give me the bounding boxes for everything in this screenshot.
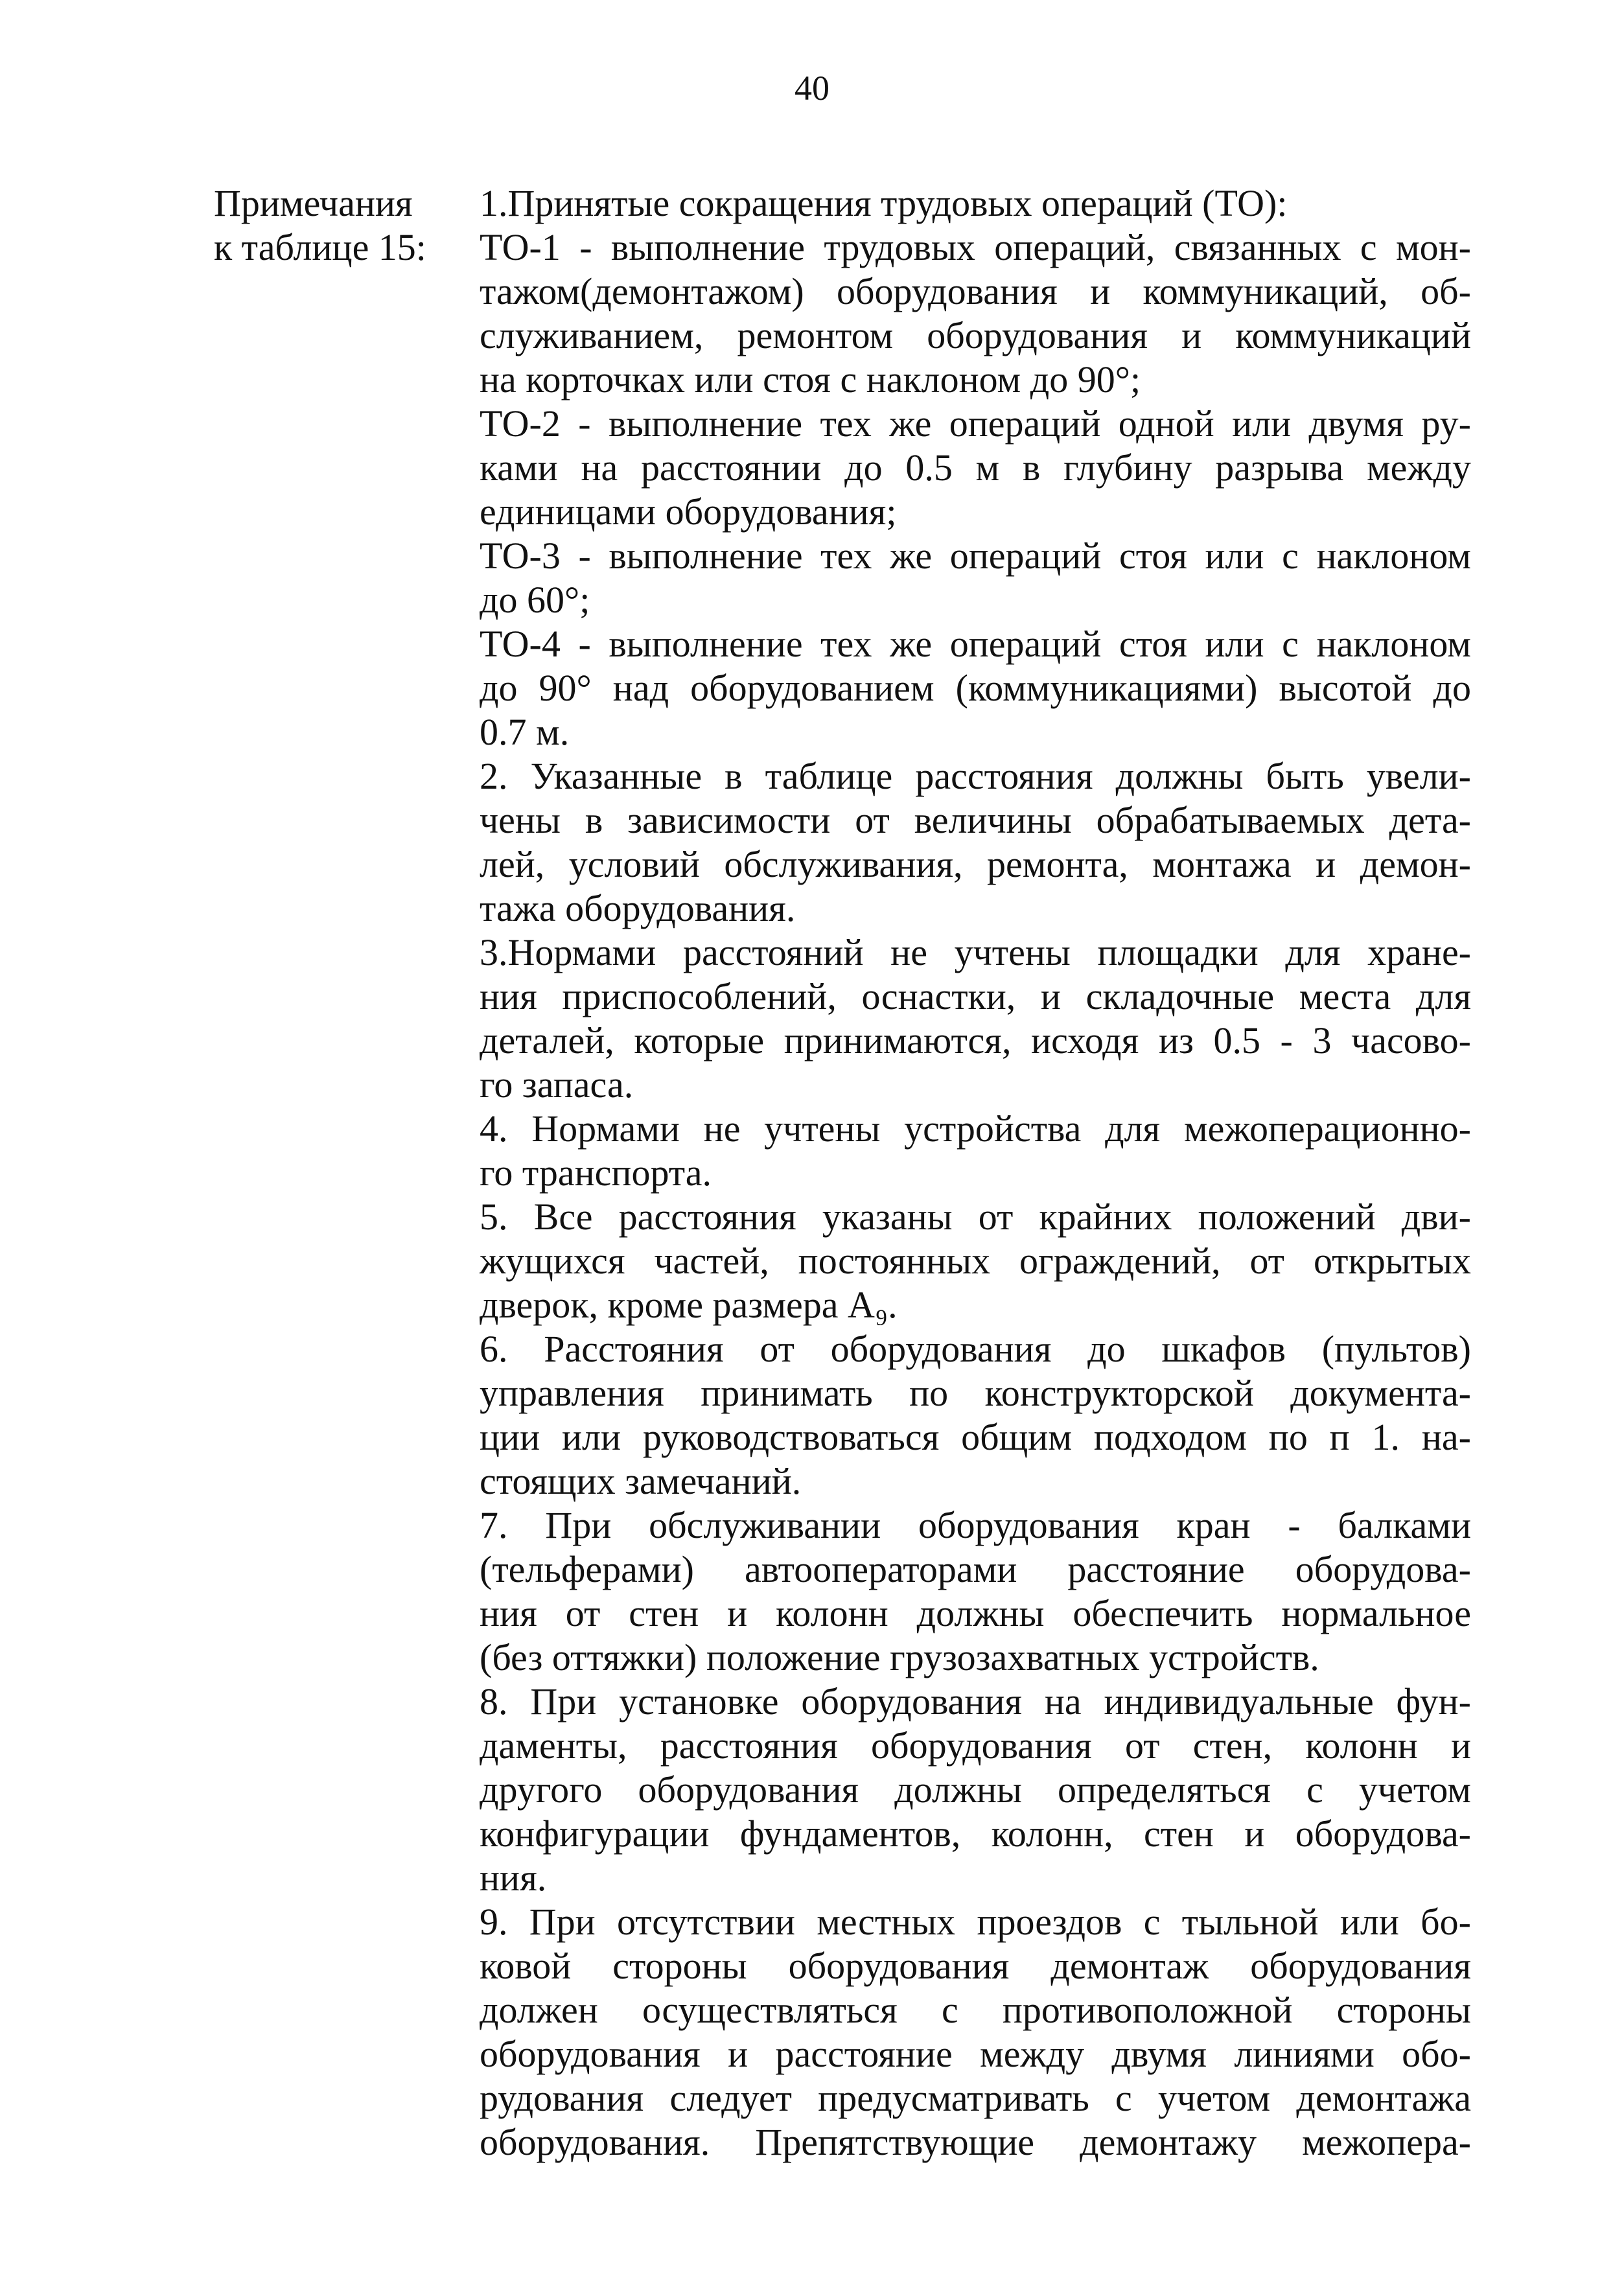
note-item [480,1900,1471,2164]
note-line: другого оборудования должны определяться с учетом [480,1769,1471,1811]
note-item [480,534,1471,622]
note-line: ции или руководствоваться общим подходом по п 1. на- [480,1416,1471,1458]
note-line: (тельферами) автооператорами расстояние оборудова- [480,1548,1471,1590]
note-line: ТО-4 - выполнение тех же операций стоя или с наклоном [480,623,1471,665]
note-line: (без оттяжки) положение грузозахватных устройств. [480,1636,1319,1678]
note-item [480,1680,1471,1900]
note-line: 6. Расстояния от оборудования до шкафов (пультов) [480,1328,1471,1370]
note-item [480,1195,1471,1327]
note-line: лей, условий обслуживания, ремонта, монтажа и демон- [480,843,1471,885]
note-line: оборудования. Препятствующие демонтажу межопера- [480,2121,1471,2163]
note-line: жущихся частей, постоянных ограждений, от открытых [480,1240,1471,1282]
note-item [480,1503,1471,1680]
note-line: конфигурации фундаментов, колонн, стен и оборудова- [480,1813,1471,1855]
note-line: до 60°; [480,579,590,621]
note-line: ТО-3 - выполнение тех же операций стоя или с наклоном [480,535,1471,577]
note-line: стоящих замечаний. [480,1460,802,1502]
note-line: тажа оборудования. [480,887,796,929]
note-item [480,1107,1471,1195]
notes-label-line-2: к таблице 15: [214,226,426,268]
note-line: ния от стен и колонн должны обеспечить нормальное [480,1592,1471,1634]
note-line: 0.7 м. [480,711,570,753]
note-line: единицами оборудования; [480,491,897,533]
note-item [480,1327,1471,1503]
note-line: 3.Нормами расстояний не учтены площадки для хране- [480,931,1471,973]
page-number: 40 [795,69,829,108]
note-line: ТО-1 - выполнение трудовых операций, связанных с мон- [480,226,1471,268]
note-line: 1.Принятые сокращения трудовых операций (ТО): [480,182,1288,224]
note-line: 4. Нормами не учтены устройства для межоперационно- [480,1108,1471,1150]
note-line: служиванием, ремонтом оборудования и коммуникаций [480,314,1471,356]
note-line: ТО-2 - выполнение тех же операций одной или двумя ру- [480,402,1471,445]
note-line: 7. При обслуживании оборудования кран - балками [480,1504,1471,1546]
note-line: на корточках или стоя с наклоном до 90°; [480,358,1141,400]
note-line: 9. При отсутствии местных проездов с тыльной или бо- [480,1901,1471,1943]
note-line: го транспорта. [480,1152,712,1194]
note-line: должен осуществляться с противоположной стороны [480,1989,1471,2031]
note-item [480,931,1471,1107]
notes-label-line-1: Примечания [214,182,413,224]
notes-label [214,181,467,270]
note-item [480,226,1471,402]
note-line: го запаса. [480,1063,634,1106]
note-line: управления принимать по конструкторской документа- [480,1372,1471,1414]
note-line: оборудования и расстояние между двумя линиями обо- [480,2033,1471,2075]
note-line: рудования следует предусматривать с учетом демонтажа [480,2077,1471,2119]
note-line: 2. Указанные в таблице расстояния должны быть увели- [480,755,1471,797]
note-line: до 90° над оборудованием (коммуникациями) высотой до [480,667,1471,709]
note-line: чены в зависимости от величины обрабатываемых дета- [480,799,1471,841]
note-line: даменты, расстояния оборудования от стен, колонн и [480,1724,1471,1767]
note-line: 8. При установке оборудования на индивидуальные фун- [480,1680,1471,1722]
note-line: ния приспособлений, оснастки, и складочные места для [480,975,1471,1017]
note-line: тажом(демонтажом) оборудования и коммуникаций, об- [480,270,1471,312]
note-line: деталей, которые принимаются, исходя из 0.5 - 3 часово- [480,1019,1471,1061]
note-item [480,181,1471,226]
note-line: дверок, кроме размера А₉. [480,1284,898,1326]
note-item [480,622,1471,754]
note-line: ния. [480,1857,547,1899]
notes-body [480,181,1471,2164]
note-line: 5. Все расстояния указаны от крайних положений дви- [480,1196,1471,1238]
note-line: ками на расстоянии до 0.5 м в глубину разрыва между [480,447,1471,489]
note-line: ковой стороны оборудования демонтаж оборудования [480,1945,1471,1987]
note-item [480,754,1471,931]
note-item [480,402,1471,534]
